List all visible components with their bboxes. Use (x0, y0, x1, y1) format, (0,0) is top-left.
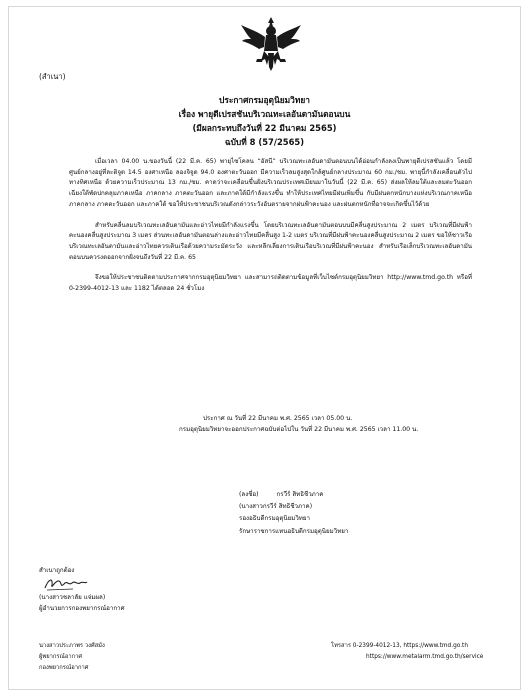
handwritten-signature-icon (43, 576, 89, 592)
body-paragraph-2: สำหรับคลื่นลมบริเวณทะเลอันดามันและอ่าวไทยมีกำลังแรงขึ้น โดยบริเวณทะเลอันดามันตอนบนมีคลื่นสูงประมาณ 2 เมตร บริเวณที่มีฝนฟ้าคะนองคลื่นสูงประมาณ 3 เมตร ส่วนทะเลอันดามันตอนล่างและอ่าวไทยมีคลื่นสูง 1-2 เมตร บริเวณที่มีฝนฟ้าคะนองคลื่นสูงประมาณ 2 เมตร ขอให้ชาวเรือบริเวณทะเลอันดามันและอ่าวไทยควรเดินเรือด้วยความระมัดระวัง และหลีกเลี่ยงการเดินเรือบริเวณที่มีฝนฟ้าคะนอง สำหรับเรือเล็กบริเวณทะเลอันดามันตอนบนควรงดออกจากฝั่งจนถึงวันที่ 22 มี.ค. 65 (69, 221, 473, 261)
announcement-effective: (มีผลกระทบถึงวันที่ 22 มีนาคม 2565) (192, 123, 337, 133)
issue-date: ประกาศ ณ วันที่ 22 มีนาคม พ.ศ. 2565 เวลา 05.00 น. (203, 415, 353, 422)
announcement-page (8, 6, 521, 690)
footer-author-role: ผู้พยากรณ์อากาศ (39, 654, 83, 660)
signer-acting-position: รักษาราชการแทนอธิบดีกรมอุตุนิยมวิทยา (239, 527, 349, 535)
copy-note: (สำเนา) (39, 72, 66, 81)
footer-author: นางสาวประภาพร วงศ์สมัง (39, 643, 105, 649)
footer-division: กองพยากรณ์อากาศ (39, 665, 89, 671)
signature-block (239, 489, 348, 538)
signer-position: รองอธิบดีกรมอุตุนิยมวิทยา (239, 515, 310, 523)
body-paragraph-1: เมื่อเวลา 04.00 น.ของวันนี้ (22 มี.ค. 65) พายุไซโคลน “อัสนี” บริเวณทะเลอันดามันตอนบนได้อ่อนกำลังลงเป็นพายุดีเปรสชันแล้ว โดยมีศูนย์กลางอยู่ที่ละติจูด 14.5 องศาเหนือ ลองจิจูด 94.0 องศาตะวันออก มีความเร็วลมสูงสุดใกล้ศูนย์กลางประมาณ 60 กม./ชม. พายุนี้กำลังเคลื่อนตัวไปทางทิศเหนือ ด้วยความเร็วประมาณ 13 กม./ชม. คาดว่าจะเคลื่อนขึ้นฝั่งบริเวณประเทศเมียนมาในวันนี้ (22 มี.ค. 65) ส่งผลให้ลมใต้และลมตะวันออกเฉียงใต้พัดปกคลุมภาคเหนือ ภาคกลาง ภาคตะวันออก และภาคใต้มีกำลังแรงขึ้น ทำให้ประเทศไทยมีฝนเพิ่มขึ้น กับมีฝนตกหนักบางแห่งบริเวณภาคเหนือ ภาคกลาง ภาคตะวันออก และภาคใต้ ขอให้ประชาชนบริเวณดังกล่าวระวังอันตรายจากฝนฟ้าคะนอง และฝนตกหนักที่อาจจะเกิดขึ้นไว้ด้วย (69, 158, 472, 208)
announcement-header (9, 93, 520, 149)
announcement-body (69, 157, 472, 301)
next-issue: กรมอุตุนิยมวิทยาจะออกประกาศฉบับต่อไปใน วันที่ 22 มีนาคม พ.ศ. 2565 เวลา 11.00 น. (179, 426, 419, 433)
footer-service-link: https://www.metalarm.tmd.go.th/service (366, 654, 484, 660)
footer-left (39, 641, 105, 674)
issue-info (179, 413, 418, 435)
signer-full-name: (นางสาวกรวีร์ สิทธิชีวภาค) (239, 503, 313, 511)
certified-position: ผู้อำนวยการกองพยากรณ์อากาศ (39, 605, 125, 612)
announcement-subject: เรื่อง พายุดีเปรสชันบริเวณทะเลอันดามันตอนบน (178, 109, 351, 119)
footer-right (331, 641, 483, 663)
garuda-emblem-icon (239, 15, 303, 73)
signed-label: (ลงชื่อ) (239, 491, 259, 498)
footer-contact: โทรสาร 0-2399-4012-13, https://www.tmd.go.th (331, 643, 468, 649)
certified-copy (39, 565, 125, 614)
signed-name: กรวีร์ สิทธิชีวภาค (276, 491, 324, 498)
body-paragraph-3: จึงขอให้ประชาชนติดตามประกาศจากกรมอุตุนิยมวิทยา และสามารถติดตามข้อมูลที่เว็บไซต์กรมอุตุนิยมวิทยา http://www.tmd.go.th หรือที่ 0-2399-4012-13 และ 1182 ได้ตลอด 24 ชั่วโมง (69, 274, 472, 293)
announcement-issue-number: ฉบับที่ 8 (57/2565) (224, 137, 305, 147)
certified-label: สำเนาถูกต้อง (39, 567, 75, 574)
certified-name: (นางสาวชลาลัย แจ่มผล) (39, 594, 106, 601)
announcement-title: ประกาศกรมอุตุนิยมวิทยา (219, 95, 310, 105)
